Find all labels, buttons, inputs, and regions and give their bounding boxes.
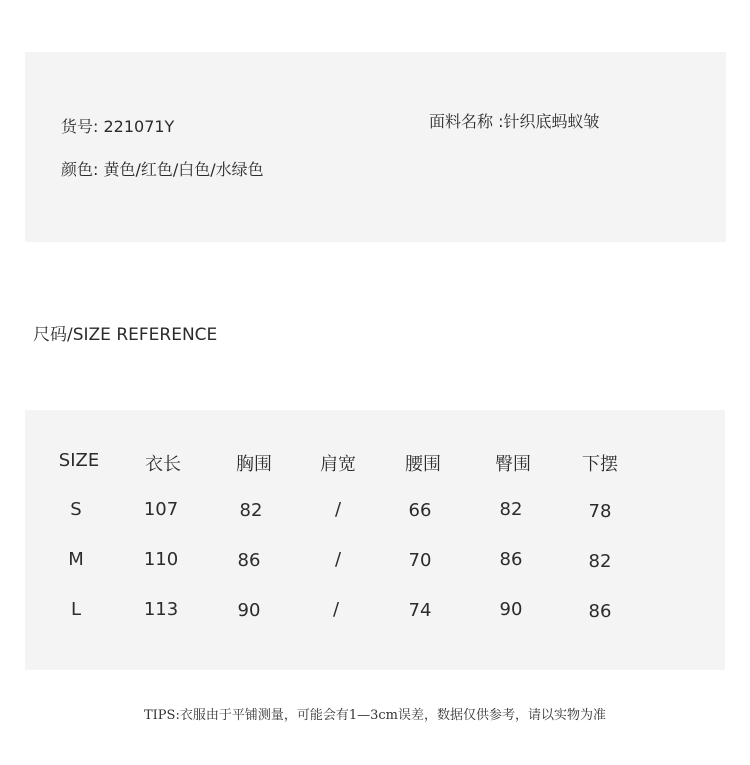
table-header-hem: 下摆 bbox=[582, 454, 618, 475]
table-cell: 70 bbox=[408, 550, 432, 571]
table-header-bust: 胸围 bbox=[236, 454, 272, 475]
table-header-hip: 臀围 bbox=[495, 454, 531, 475]
table-cell: 82 bbox=[499, 499, 523, 520]
table-cell: 66 bbox=[408, 500, 432, 521]
table-cell: / bbox=[332, 599, 340, 620]
measurement-tips: TIPS:衣服由于平铺测量，可能会有1—3cm误差，数据仅供参考，请以实物为准 bbox=[144, 708, 606, 723]
table-cell: 90 bbox=[499, 599, 523, 620]
table-cell: 86 bbox=[237, 550, 261, 571]
size-reference-heading: 尺码/SIZE REFERENCE bbox=[33, 325, 218, 345]
size-table bbox=[25, 410, 725, 670]
table-cell: / bbox=[334, 499, 342, 520]
table-cell: / bbox=[334, 549, 342, 570]
table-cell: 113 bbox=[143, 599, 179, 620]
table-cell: 82 bbox=[239, 500, 263, 521]
table-cell: 86 bbox=[499, 549, 523, 570]
table-cell: 74 bbox=[408, 600, 432, 621]
table-cell: 107 bbox=[143, 499, 179, 520]
table-cell: 90 bbox=[237, 600, 261, 621]
table-cell: L bbox=[70, 599, 82, 620]
table-cell: 82 bbox=[588, 551, 612, 572]
table-cell: 78 bbox=[588, 501, 612, 522]
table-header-length: 衣长 bbox=[145, 454, 181, 475]
product-info-panel bbox=[25, 52, 726, 242]
table-header-size: SIZE bbox=[58, 450, 100, 471]
color-options: 颜色: 黄色/红色/白色/水绿色 bbox=[61, 160, 264, 179]
fabric-name: 面料名称 :针织底蚂蚁皱 bbox=[429, 112, 600, 131]
table-cell: S bbox=[70, 499, 82, 520]
table-header-shoulder: 肩宽 bbox=[320, 454, 356, 475]
table-cell: 86 bbox=[588, 601, 612, 622]
item-number: 货号: 221071Y bbox=[61, 117, 175, 136]
table-cell: 110 bbox=[143, 549, 179, 570]
table-cell: M bbox=[68, 549, 84, 570]
table-header-waist: 腰围 bbox=[405, 454, 441, 475]
